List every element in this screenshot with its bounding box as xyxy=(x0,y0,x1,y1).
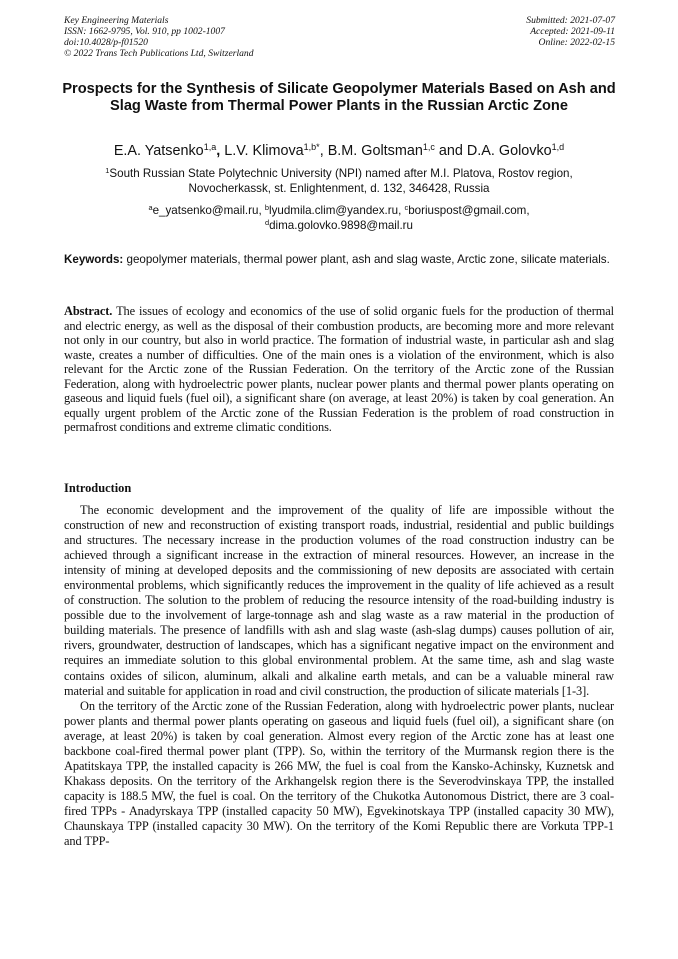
date-online: Online: 2022-02-15 xyxy=(538,37,615,48)
abstract xyxy=(64,304,614,435)
paragraph: The economic development and the improvement of the quality of life are impossible without the construction of new and reconstruction of existing transport roads, industrial, residential and public buildings and structures. The necessary increase in the production volumes of the road construction industry can be achieved through a significant increase in the extraction of mineral resources. However, an increase in the intensity of mining at developed deposits and the commissioning of new deposits are associated with certain environmental problems, which significantly reduces the improvement in the quality of life achieved as a result of construction. The solution to the problem of reducing the resource intensity of the road-building industry is possible due to the involvement of large-tonnage ash and slag waste as a raw material in the production of building materials. The presence of landfills with ash and slag waste (ash-slag dumps) causes pollution of air, rivers, groundwater, destruction of landscapes, which has a significant negative impact on the environment and requires an immediate solution to this global environmental problem. At the same time, ash and slag waste contains oxides of silicon, aluminum, alkali and alkaline earth metals, and can be a valuable mineral raw material and suitable for application in road and civil construction, the production of silicate materials [1-3]. xyxy=(64,503,614,698)
abstract-label: Abstract. xyxy=(64,304,113,318)
author-emails: $^a$e_yatsenko@mail.ru, $^b$lyudmila.clim@yandex.ru, $^c$boriuspost@gmail.com, $^d$dima.golovko.9898@mail.ru xyxy=(148,203,530,232)
paper-title: Prospects for the Synthesis of Silicate Geopolymer Materials Based on Ash and Slag Waste from Thermal Power Plants in the Russian Arctic Zone xyxy=(62,81,616,114)
journal-name: Key Engineering Materials xyxy=(64,15,169,26)
email-link[interactable]: lyudmila.clim@yandex.ru xyxy=(269,204,399,217)
journal-info xyxy=(64,15,254,59)
keywords xyxy=(64,253,614,267)
section-heading-introduction: Introduction xyxy=(64,481,132,495)
email-link[interactable]: e_yatsenko@mail.ru xyxy=(152,204,259,217)
date-submitted: Submitted: 2021-07-07 xyxy=(526,15,615,26)
author: E.A. Yatsenko$^{1,a}$ xyxy=(113,142,217,159)
email-link[interactable]: dima.golovko.9898@mail.ru xyxy=(269,218,413,232)
author: L.V. Klimova$^{1,b*}$ xyxy=(224,142,320,159)
author: B.M. Goltsman$^{1,c}$ xyxy=(327,142,435,159)
date-accepted: Accepted: 2021-09-11 xyxy=(530,26,615,37)
keywords-text: geopolymer materials, thermal power plant, ash and slag waste, Arctic zone, silicate materials. xyxy=(123,253,610,266)
publication-dates xyxy=(526,15,615,48)
author-list: E.A. Yatsenko$^{1,a}$, L.V. Klimova$^{1,b*}$, B.M. Goltsman$^{1,c}$ and D.A. Golovko$^{1,d}$ xyxy=(113,142,565,159)
journal-doi: doi:10.4028/p-f01520 xyxy=(64,37,148,48)
author: D.A. Golovko$^{1,d}$ xyxy=(466,142,565,159)
introduction-body xyxy=(64,503,614,849)
keywords-label: Keywords: xyxy=(64,253,124,266)
paragraph: On the territory of the Arctic zone of the Russian Federation, along with hydroelectric power plants, nuclear power plants and thermal power plants operating on gaseous and liquid fuels (fuel oil), a significant share (on average, at least 20%) is taken by coal generation. Almost every region of the Arctic zone has at least one backbone coal-fired thermal power plant (TPP). So, within the territory of the Murmansk region there is the Apatitskaya TPP, the installed capacity is 266 MW, the fuel is coal from the Kansko-Achinsky, Kuznetsk and Khakass deposits. On the territory of the Arkhangelsk region there is the Severodvinskaya TPP, the installed capacity is 188.5 MW, the fuel is coal. On the territory of the Chukotka Autonomous District, there are 3 coal-fired TPPs - Anadyrskaya TPP (installed capacity 50 MW), Egvekinotskaya TPP (installed capacity 30 MW), Chaunskaya TPP (installed capacity 30 MW). On the territory of the Komi Republic there are Vorkuta TPP-1 and TPP- xyxy=(64,698,614,849)
journal-copyright: © 2022 Trans Tech Publications Ltd, Switzerland xyxy=(64,48,254,59)
affiliation: $^1$South Russian State Polytechnic University (NPI) named after M.I. Platova, Rostov region, Novocherkassk, st. Enlightenment, d. 132, 346428, Russia xyxy=(105,166,573,195)
journal-issn: ISSN: 1662-9795, Vol. 910, pp 1002-1007 xyxy=(64,26,225,37)
email-link[interactable]: boriuspost@gmail.com xyxy=(408,204,527,217)
abstract-text: The issues of ecology and economics of the use of solid organic fuels for the production of thermal and electric energy, as well as the disposal of their combustion products, are becoming more and more relevant not only in our country, but also in world practice. The formation of industrial waste, in particular ash and slag waste, creates a number of difficulties. One of the main ones is a violation of the environment, which is also relevant for the Arctic zone of the Russian Federation. On the territory of the Arctic zone of the Russian Federation, along with hydroelectric power plants, nuclear power plants and thermal power plants operating on gaseous and liquid fuels (fuel oil), a significant share (on average, at least 20%) is taken by coal generation. An equally urgent problem of the Arctic zone of the Russian Federation is the problem of road construction in permafrost conditions and extreme climatic conditions. xyxy=(64,304,614,435)
